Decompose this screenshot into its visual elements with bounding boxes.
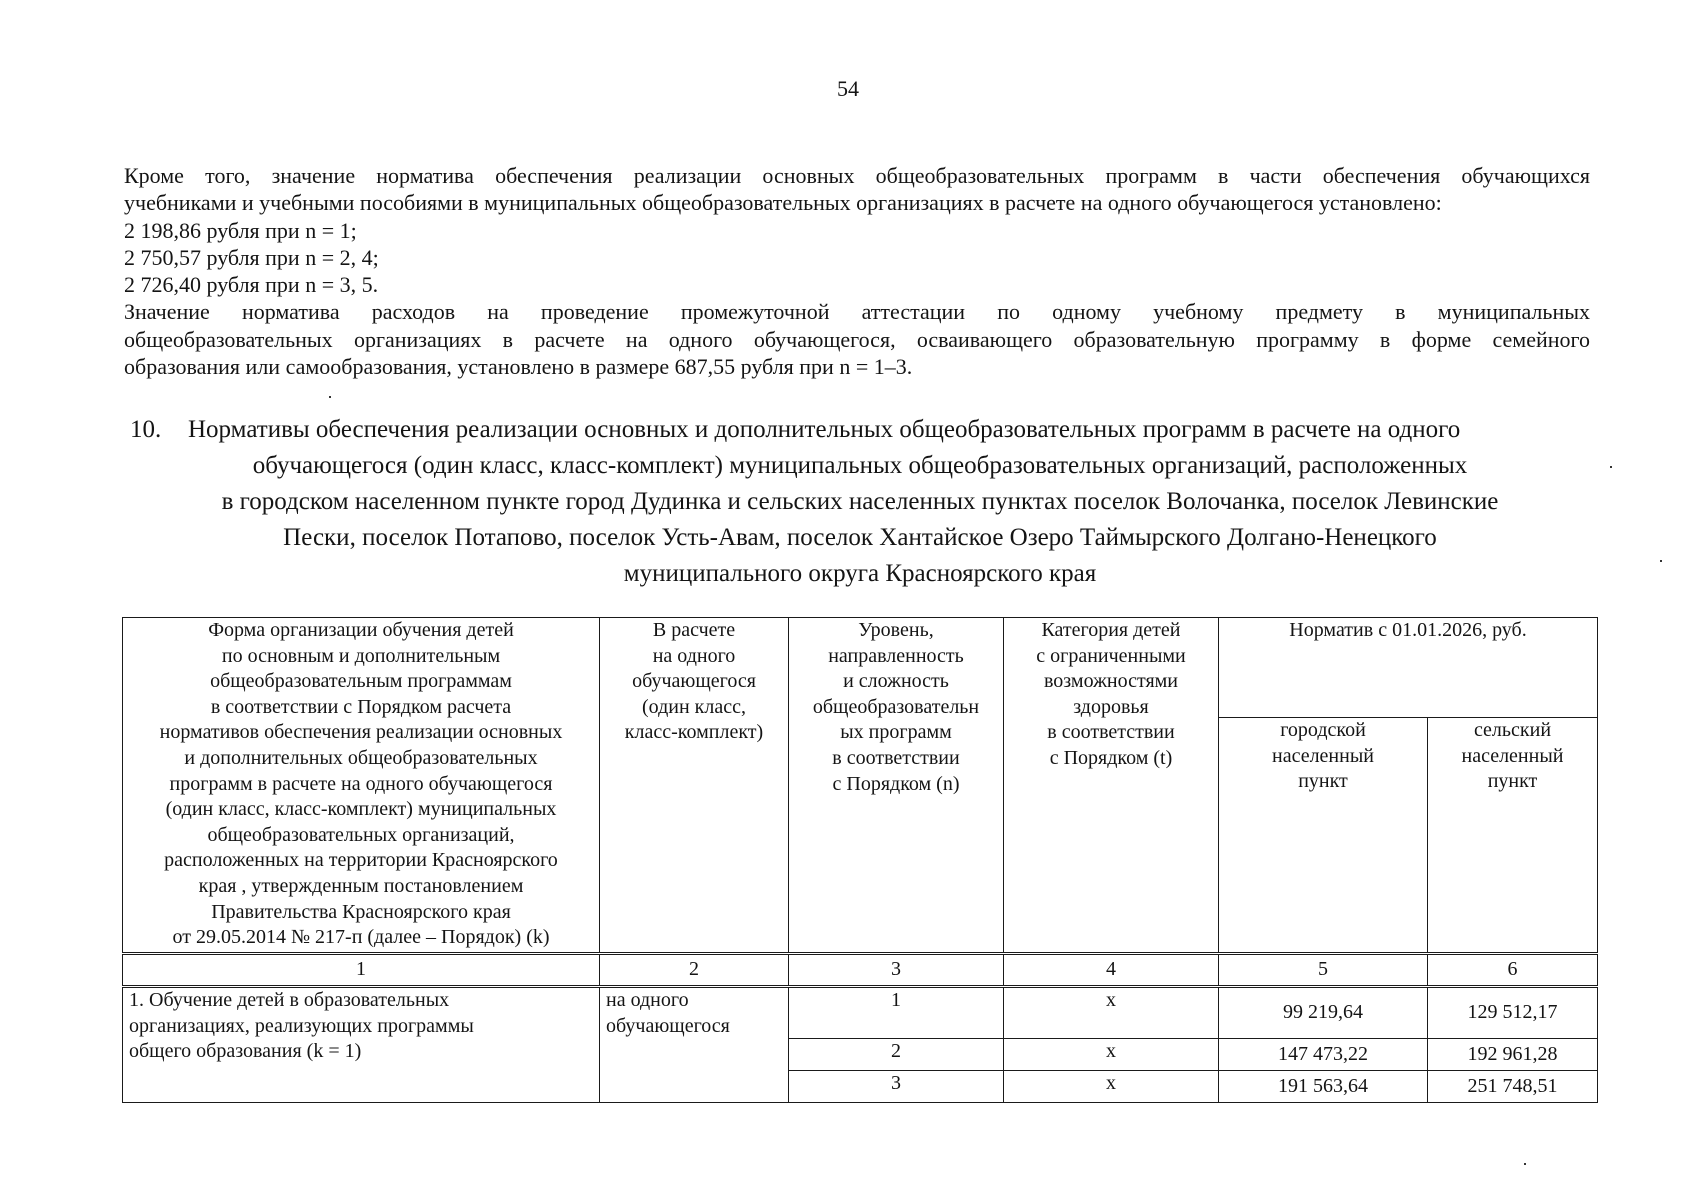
intro-value-n1: 2 198,86 рубля при n = 1; bbox=[124, 217, 357, 243]
header-rural: сельский населенный пункт bbox=[1428, 718, 1598, 954]
heading-text: Нормативы обеспечения реализации основных и дополнительных общеобразовательных программ в расчете на одного bbox=[188, 416, 1461, 443]
intro-line: Значение норматива расходов на проведение промежуточной аттестации по одному учебному предмету в муниципальных bbox=[124, 299, 1590, 325]
column-number: 2 bbox=[600, 954, 789, 987]
heading-line: Пески, поселок Потапово, поселок Усть-Авам, поселок Хантайское Озеро Таймырского Долгано-Ненецкого bbox=[283, 524, 1437, 551]
row-per-cell: на одного обучающегося bbox=[600, 987, 789, 1103]
intro-value-n35: 2 726,40 рубля при n = 3, 5. bbox=[124, 272, 379, 298]
column-numbers-row bbox=[123, 954, 1598, 987]
column-number: 5 bbox=[1219, 954, 1428, 987]
scan-speck bbox=[1610, 466, 1612, 468]
heading-line: обучающегося (один класс, класс-комплект) муниципальных общеобразовательных организаций, расположенных bbox=[252, 452, 1468, 479]
level-cell: 2 bbox=[789, 1039, 1004, 1071]
heading-line: муниципального округа Красноярского края bbox=[623, 560, 1097, 587]
row-form-cell: 1. Обучение детей в образовательных организациях, реализующих программы общего образования (k = 1) bbox=[123, 987, 600, 1103]
scan-speck bbox=[1524, 1163, 1526, 1165]
page-number: 54 bbox=[837, 76, 859, 101]
header-norm: Норматив с 01.01.2026, руб. bbox=[1219, 618, 1598, 718]
rural-value-cell: 192 961,28 bbox=[1428, 1039, 1598, 1071]
intro-line: Кроме того, значение норматива обеспечения реализации основных общеобразовательных программ в части обеспечения обучающихся bbox=[124, 163, 1590, 188]
scan-speck bbox=[1660, 560, 1662, 562]
heading-line: в городском населенном пункте город Дудинка и сельских населенных пунктах поселок Волочанка, поселок Левинские bbox=[221, 488, 1499, 515]
table-header-row bbox=[123, 618, 1598, 718]
urban-value-cell: 191 563,64 bbox=[1219, 1071, 1428, 1103]
level-cell: 1 bbox=[789, 987, 1004, 1039]
category-cell: х bbox=[1004, 1071, 1219, 1103]
column-number: 6 bbox=[1428, 954, 1598, 987]
heading-line bbox=[130, 412, 1590, 448]
intro-line: учебниками и учебными пособиями в муниципальных общеобразовательных организациях в расчете на одного обучающегося установлено: bbox=[124, 190, 1442, 216]
header-form: Форма организации обучения детей по основным и дополнительным общеобразовательным программам в соответствии с Порядком расчета нормативов обеспечения реализации основных и дополнительных общеобразовательных программ в расчете на одного обучающегося (один класс, класс-комплект) муниципальных общеобразовательных организаций, расположенных на территории Красноярского края , утвержденным постановлением Правительства Красноярского края от 29.05.2014 № 217-п (далее – Порядок) (k) bbox=[123, 618, 600, 954]
level-cell: 3 bbox=[789, 1071, 1004, 1103]
column-number: 4 bbox=[1004, 954, 1219, 987]
column-number: 3 bbox=[789, 954, 1004, 987]
rural-value-cell: 129 512,17 bbox=[1428, 987, 1598, 1039]
urban-value-cell: 147 473,22 bbox=[1219, 1039, 1428, 1071]
intro-line: образования или самообразования, установлено в размере 687,55 рубля при n = 1–3. bbox=[124, 354, 913, 380]
intro-value-n24: 2 750,57 рубля при n = 2, 4; bbox=[124, 244, 379, 270]
urban-value-cell: 99 219,64 bbox=[1219, 987, 1428, 1039]
header-per: В расчете на одного обучающегося (один класс, класс-комплект) bbox=[600, 618, 789, 954]
intro-line: общеобразовательных организациях в расчете на одного обучающегося, осваивающего образовательную программу в форме семейного bbox=[124, 326, 1590, 352]
table-row bbox=[123, 987, 1598, 1039]
section-heading bbox=[130, 412, 1590, 592]
category-cell: х bbox=[1004, 987, 1219, 1039]
norms-table bbox=[122, 617, 1598, 1103]
header-category: Категория детей с ограниченными возможностями здоровья в соответствии с Порядком (t) bbox=[1004, 618, 1219, 954]
column-number: 1 bbox=[123, 954, 600, 987]
category-cell: х bbox=[1004, 1039, 1219, 1071]
scan-speck bbox=[329, 396, 331, 398]
header-level: Уровень, направленность и сложность общеобразовательн ых программ в соответствии с Порядком (n) bbox=[789, 618, 1004, 954]
rural-value-cell: 251 748,51 bbox=[1428, 1071, 1598, 1103]
section-number: 10. bbox=[130, 416, 162, 443]
intro-paragraphs bbox=[124, 162, 1590, 380]
header-urban: городской населенный пункт bbox=[1219, 718, 1428, 954]
